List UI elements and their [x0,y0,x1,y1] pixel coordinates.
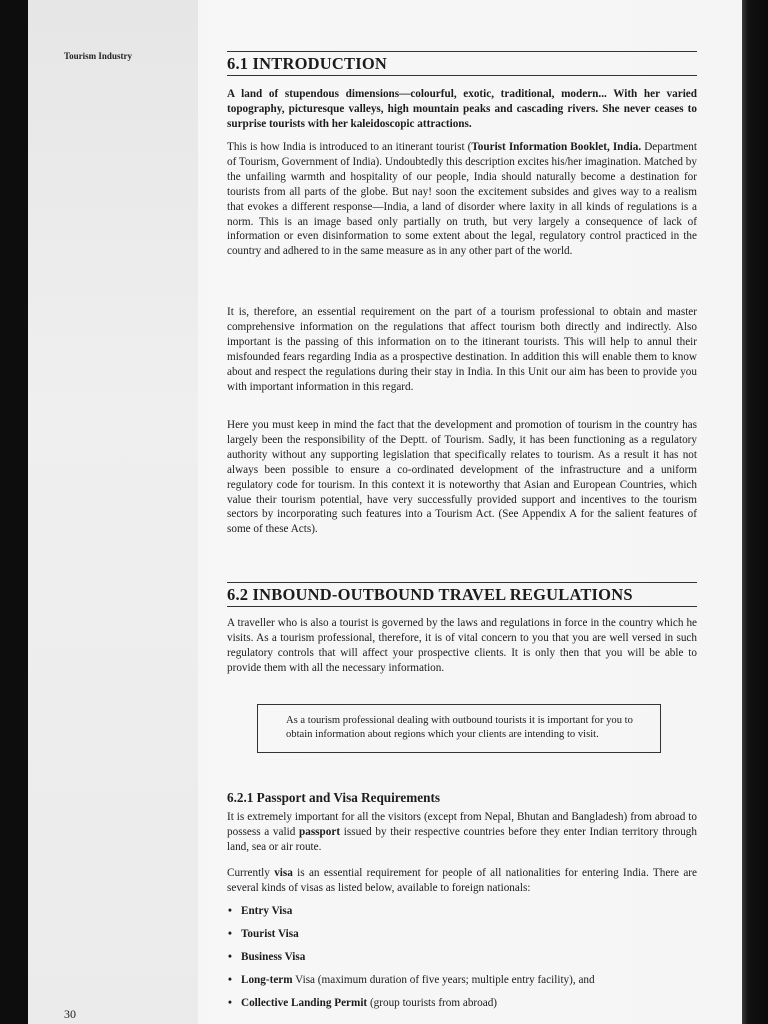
list-item: • Tourist Visa [228,928,299,940]
visa-paragraph: Currently visa is an essential requirement for people of all nationalities for entering India. There are several kinds of visas as listed below, available to foreign nationals: [227,867,697,894]
regulations-paragraph: A traveller who is also a tourist is governed by the laws and regulations in force in the country which he visits. As a tourism professional, therefore, it is of vital concern to you that you are well versed in such regulatory controls that will affect your prospective clients. It is only then that you will be able to provide them with all the necessary information. [227,617,697,674]
section-heading-6-1: 6.1 INTRODUCTION [227,51,697,76]
list-item: • Long-term Visa (maximum duration of five years; multiple entry facility), and [228,974,595,986]
bullet-icon: • [228,974,232,986]
list-item: • Entry Visa [228,905,293,917]
passport-paragraph: It is extremely important for all the visitors (except from Nepal, Bhutan and Bangladesh) from abroad to possess a valid passport issued by their respective countries before they enter Indian territory through land, sea or air route. [227,811,697,853]
list-item: • Collective Landing Permit (group tourists from abroad) [228,997,498,1009]
scan-border-left [0,0,28,1024]
passport-term: passport [299,825,341,838]
intro-paragraph-1: This is how India is introduced to an itinerant tourist (Tourist Information Booklet, India. Department of Tourism, Government of India). Undoubtedly this description excites his/her imagination. Matched by the unfailing warmth and hospitality of our people, India should naturally become a destination for tourists from all parts of the globe. But nay! soon the excitement subsides and gives way to a realism that evokes a different response—India, a land of disorder where laxity in all kinds of regulations is a norm. This is an image based only partially on truth, but very largely a consequence of lack of information or even disinformation to some extent about the legal, regulatory control practiced in the country and adhered to in the same measure as in any other part of the world. [227,141,698,258]
visa-term: visa [274,867,293,879]
list-item: • Business Visa [228,951,306,963]
bullet-icon: • [228,928,232,940]
section-heading-6-2: 6.2 INBOUND-OUTBOUND TRAVEL REGULATIONS [227,582,697,607]
page-margin-shade [28,0,198,1024]
subsection-heading-6-2-1: 6.2.1 Passport and Visa Requirements [227,790,440,805]
callout-box: As a tourism professional dealing with outbound tourists it is important for you to obtain information about regions which your clients are intending to visit. [257,704,661,753]
intro-paragraph-2: It is, therefore, an essential requirement on the part of a tourism professional to obtain and master comprehensive information on the regulations that affect tourism both directly and indirectly. Also important is the passing of this information on to the itinerant tourists. This will help to annul their misfounded fears regarding India as a prospective destination. In addition this will enable them to know about and respect the regulations during their stay in India. In this Unit our aim has been to provide you with important information in this regard. [227,306,697,393]
running-head: Tourism Industry [64,51,132,61]
scan-border-right [742,0,768,1024]
intro-lead-paragraph: A land of stupendous dimensions—colourful, exotic, traditional, modern... With her varied topography, picturesque valleys, high mountain peaks and cascading rivers. She never ceases to surprise tourists with her kaleidoscopic attractions. [227,88,697,130]
bullet-icon: • [228,951,232,963]
visa-types-list [227,904,697,1019]
intro-paragraph-3: Here you must keep in mind the fact that the development and promotion of tourism in the country has largely been the responsibility of the Deptt. of Tourism. Sadly, it has been functioning as a regulatory authority without any supporting legislation that specifically relates to tourism. As a result it has not always been possible to ensure a co-ordinated development of the infrastructure and a uniform regulatory code for tourism. In this context it is noteworthy that Asian and European Countries, which value their tourism potential, have very successfully provided support and incentives to the tourism sectors by incorporating such features into a Tourism Act. (See Appendix A for the salient features of some of these Acts). [227,419,697,536]
booklet-title: Tourist Information Booklet, India. [471,141,642,153]
bullet-icon: • [228,905,232,917]
bullet-icon: • [228,997,232,1009]
page-number: 30 [64,1007,76,1021]
